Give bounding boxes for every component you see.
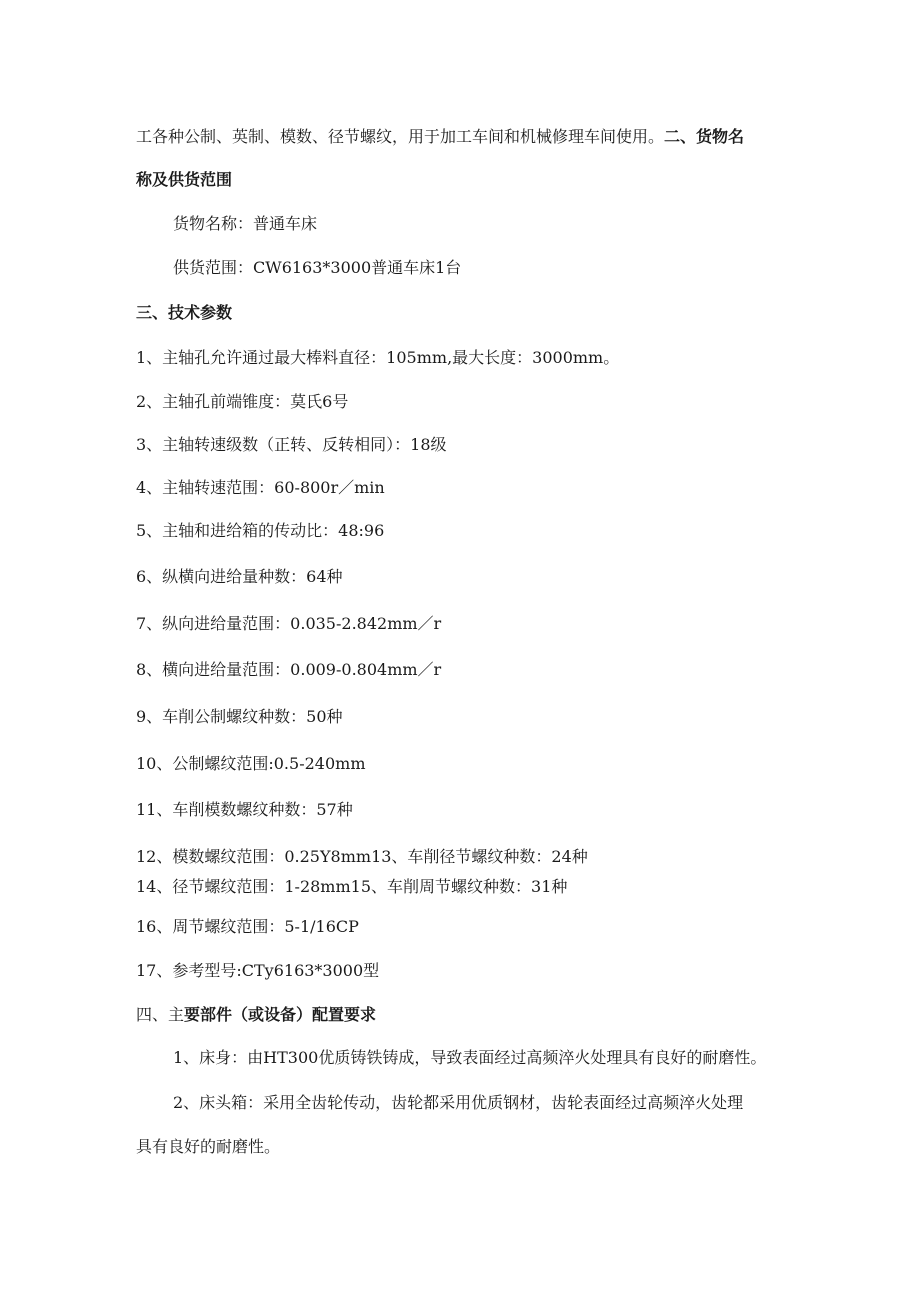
parts-paragraph-2-line-2: 具有良好的耐磨性。 [136,1137,281,1156]
intro-line-1 [136,127,744,147]
tech-item: 16、周节螺纹范围：5-1/16CP [136,917,359,936]
section-2-heading-end: 称及供货范围 [136,170,233,189]
section-4-heading [136,1005,376,1025]
tech-item: 11、车削模数螺纹种数：57种 [136,800,353,819]
tech-item: 2、主轴孔前端锥度：莫氏6号 [136,392,349,411]
intro-text: 工各种公制、英制、模数、径节螺纹，用于加工车间和机械修理车间使用。 [136,127,665,146]
parts-paragraph-1: 1、床身：由HT300优质铸铁铸成，导致表面经过高频淬火处理具有良好的耐磨性。 [173,1048,767,1067]
tech-item: 14、径节螺纹范围：1-28mm15、车削周节螺纹种数：31种 [136,877,568,896]
section-4-heading-prefix: 四、主 [136,1005,185,1024]
tech-item: 9、车削公制螺纹种数：50种 [136,707,343,726]
section-3-heading: 三、技术参数 [136,303,233,322]
goods-name: 货物名称：普通车床 [173,214,318,233]
tech-item: 7、纵向进给量范围：0.035-2.842mm／r [136,614,442,633]
section-2-heading-start: 二、货物名 [664,127,745,146]
tech-item: 12、模数螺纹范围：0.25Y8mm13、车削径节螺纹种数：24种 [136,847,588,866]
tech-item: 4、主轴转速范围：60-800r／min [136,478,385,497]
goods-scope: 供货范围：CW6163*3000普通车床1台 [173,258,462,277]
tech-item: 3、主轴转速级数（正转、反转相同）：18级 [136,435,447,454]
tech-item: 1、主轴孔允许通过最大棒料直径：105mm,最大长度：3000mm。 [136,348,620,367]
tech-item: 6、纵横向进给量种数：64种 [136,567,343,586]
section-4-heading-bold: 要部件（或设备）配置要求 [184,1005,377,1024]
tech-item: 5、主轴和进给箱的传动比：48:96 [136,521,385,540]
tech-item: 8、横向进给量范围：0.009-0.804mm／r [136,660,442,679]
tech-item: 17、参考型号:CTy6163*3000型 [136,961,380,980]
tech-item: 10、公制螺纹范围:0.5-240mm [136,754,366,773]
parts-paragraph-2-line-1: 2、床头箱：采用全齿轮传动，齿轮都采用优质钢材，齿轮表面经过高频淬火处理 [173,1093,744,1112]
